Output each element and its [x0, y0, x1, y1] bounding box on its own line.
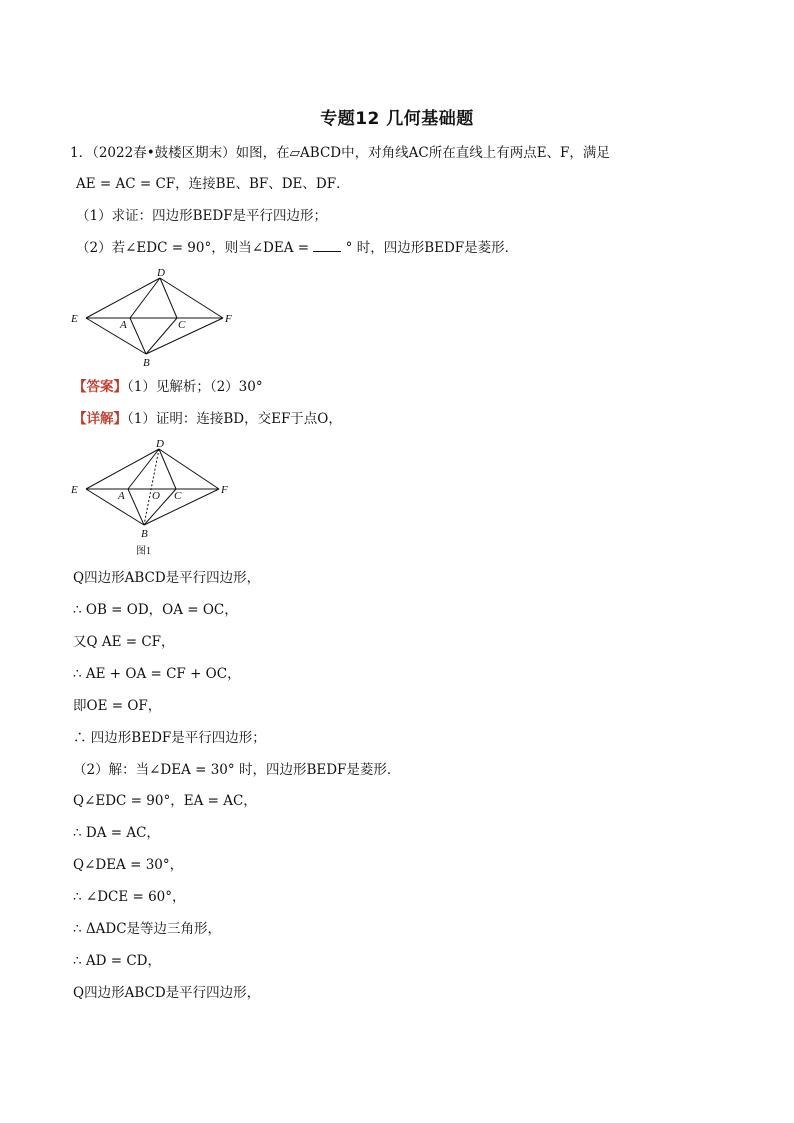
line-bd-dashed [144, 449, 159, 525]
line-ed [86, 449, 159, 489]
problem-line-1: 1．（2022春•鼓楼区期末）如图，在▱ABCD中，对角线AC所在直线上有两点E、F，满足 [70, 145, 610, 161]
label-c: C [178, 319, 186, 331]
line-bc [146, 318, 177, 354]
solution-line: ∴ OB = OD，OA = OC， [73, 602, 238, 618]
label-e: E [71, 484, 78, 496]
figure-1 [66, 266, 246, 370]
line-df [160, 278, 223, 318]
label-b: B [143, 357, 150, 369]
label-o: O [152, 490, 160, 502]
solution-line: （2）解：当∠DEA = 30° 时，四边形BEDF是菱形． [73, 762, 401, 778]
label-f: F [225, 313, 232, 325]
part-2-prefix: （2）若∠EDC = 90°，则当∠DEA = [76, 240, 310, 256]
line-ab [130, 318, 146, 354]
answer-tag: 【答案】 [73, 379, 127, 395]
line-ad [128, 449, 159, 489]
detail-line [73, 410, 342, 428]
solution-line: 又Q AE = CF， [73, 634, 175, 650]
line-ad [130, 278, 160, 318]
page-title: 专题12 几何基础题 [320, 109, 474, 129]
answer-text: （1）见解析；（2）30° [127, 379, 263, 395]
label-a: A [118, 490, 125, 502]
label-f: F [221, 484, 228, 496]
solution-line: ∴ AD = CD， [73, 953, 162, 969]
label-b: B [141, 528, 148, 540]
label-d: D [156, 438, 164, 450]
line-eb [86, 489, 144, 525]
problem-part-2 [76, 239, 518, 257]
problem-line-2: AE = AC = CF，连接BE、BF、DE、DF． [76, 176, 350, 192]
solution-line: Q四边形ABCD是平行四边形， [73, 985, 261, 1001]
solution-line: ∴ DA = AC， [73, 825, 160, 841]
line-bc [144, 489, 176, 525]
solution-line: Q∠DEA = 30°， [73, 857, 184, 873]
problem-part-1: （1）求证：四边形BEDF是平行四边形； [76, 208, 328, 224]
part-2-suffix: ° 时，四边形BEDF是菱形． [345, 240, 519, 256]
line-dc [160, 278, 177, 318]
figure-caption: 图1 [136, 546, 151, 557]
label-c: C [174, 490, 182, 502]
answer-line [73, 378, 263, 396]
solution-line: ∴ 四边形BEDF是平行四边形； [73, 730, 266, 746]
label-d: D [157, 267, 165, 279]
detail-text: （1）证明：连接BD，交EF于点O， [127, 411, 342, 427]
solution-line: ∴ ΔADC是等边三角形， [73, 921, 222, 937]
line-ed [86, 278, 160, 318]
solution-line: ∴ AE + OA = CF + OC， [73, 666, 241, 682]
solution-line: 即OE = OF， [73, 698, 162, 714]
answer-blank [313, 239, 341, 252]
line-eb [86, 318, 146, 354]
label-a: A [120, 319, 127, 331]
solution-line: Q∠EDC = 90°，EA = AC， [73, 793, 257, 809]
label-e: E [71, 313, 78, 325]
detail-tag: 【详解】 [73, 411, 127, 427]
figure-2 [66, 436, 246, 558]
solution-line: Q四边形ABCD是平行四边形， [73, 570, 261, 586]
solution-line: ∴ ∠DCE = 60°， [73, 889, 186, 905]
